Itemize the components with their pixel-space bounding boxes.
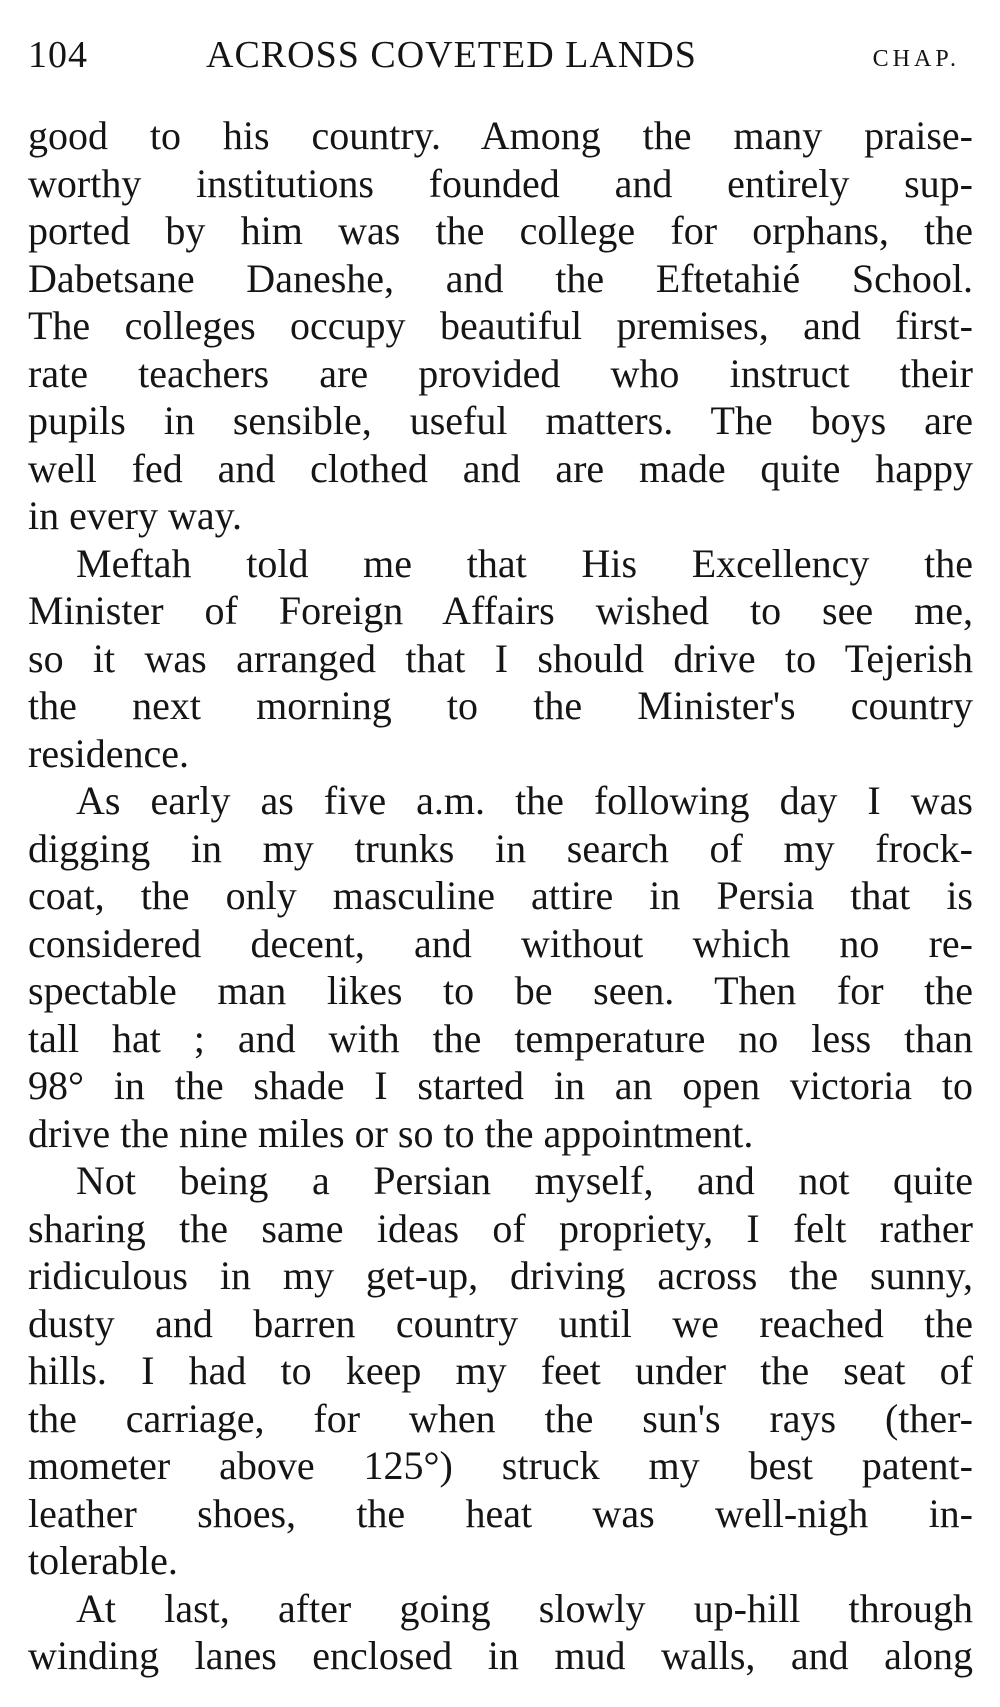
- chapter-label: CHAP.: [872, 46, 960, 72]
- text-line: residence.: [28, 730, 190, 776]
- text-line: Minister of Foreign Affairs wished to see me,: [28, 588, 973, 633]
- text-line: rate teachers are provided who instruct their: [28, 350, 973, 396]
- body-text: [28, 112, 973, 1680]
- text-line: At last, after going slowly up-hill through: [76, 1585, 973, 1631]
- page-number: 104: [28, 34, 88, 76]
- text-line: good to his country. Among the many praise-: [28, 113, 973, 158]
- book-title: ACROSS COVETED LANDS: [206, 34, 697, 76]
- text-line: well fed and clothed and are made quite happy: [28, 445, 973, 491]
- text-line: coat, the only masculine attire in Persia that is: [28, 873, 973, 918]
- text-line: mometer above 125°) struck my best patent-: [28, 1443, 973, 1488]
- text-line: considered decent, and without which no re-: [28, 920, 973, 966]
- text-line: the next morning to the Minister's country: [28, 683, 973, 728]
- text-line: the carriage, for when the sun's rays (ther-: [28, 1395, 973, 1441]
- text-line: ported by him was the college for orphans, the: [28, 208, 973, 253]
- text-line: As early as five a.m. the following day I was: [76, 778, 973, 823]
- text-line: digging in my trunks in search of my frock-: [28, 825, 973, 871]
- text-line: sharing the same ideas of propriety, I felt rather: [28, 1205, 973, 1251]
- text-line: ridiculous in my get-up, driving across the sunny,: [28, 1253, 973, 1298]
- text-line: spectable man likes to be seen. Then for the: [28, 968, 973, 1013]
- text-line: drive the nine miles or so to the appointment.: [28, 1110, 754, 1156]
- text-line: hills. I had to keep my feet under the seat of: [28, 1348, 973, 1393]
- running-head: [28, 30, 960, 80]
- text-line: Dabetsane Daneshe, and the Eftetahié School.: [28, 255, 973, 301]
- text-line: dusty and barren country until we reached the: [28, 1300, 973, 1346]
- text-line: pupils in sensible, useful matters. The boys are: [28, 398, 973, 443]
- text-line: leather shoes, the heat was well-nigh in-: [28, 1490, 973, 1536]
- text-line: winding lanes enclosed in mud walls, and along: [28, 1633, 973, 1678]
- text-line: worthy institutions founded and entirely sup-: [28, 160, 973, 206]
- text-line: Not being a Persian myself, and not quite: [76, 1158, 973, 1203]
- text-line: in every way.: [28, 493, 242, 538]
- text-line: The colleges occupy beautiful premises, and first-: [28, 303, 973, 348]
- text-line: Meftah told me that His Excellency the: [76, 540, 973, 586]
- text-line: tolerable.: [28, 1538, 178, 1583]
- text-line: so it was arranged that I should drive to Tejerish: [28, 635, 973, 681]
- text-line: 98° in the shade I started in an open victoria to: [28, 1063, 973, 1108]
- text-line: tall hat ; and with the temperature no less than: [28, 1015, 973, 1061]
